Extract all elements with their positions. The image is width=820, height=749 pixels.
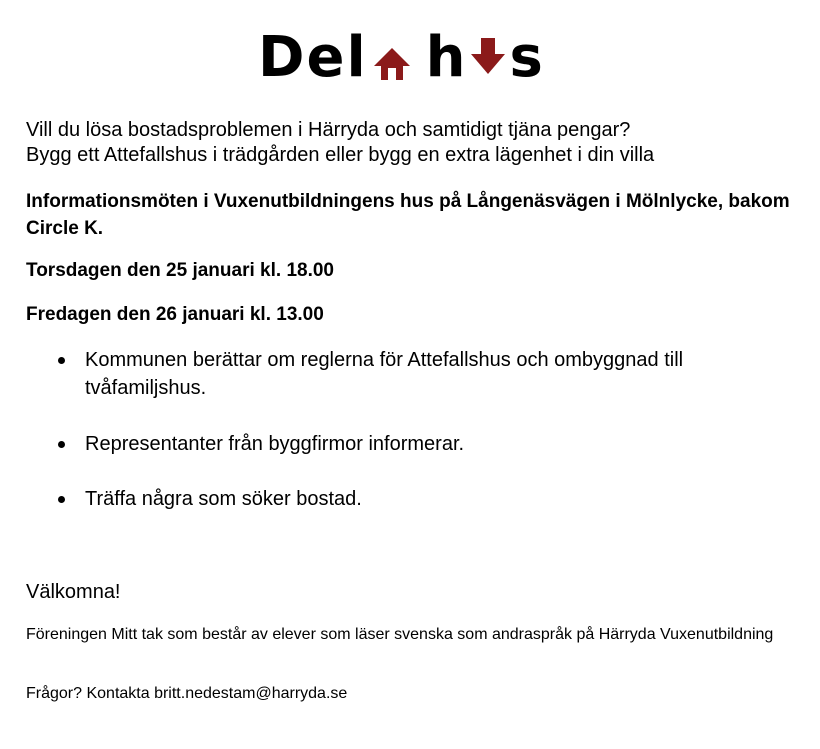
house-icon (372, 36, 412, 82)
logo-text-s: s (509, 25, 545, 90)
logo-text-del: Del (258, 25, 368, 90)
down-arrow-icon (468, 36, 508, 82)
info-meeting-location: Informationsmöten i Vuxenutbildningens hus på Långenäsvägen i Mölnlycke, bakom Circle K. (26, 191, 790, 239)
logo-text-h: h (425, 25, 468, 90)
intro-line-1: Vill du lösa bostadsproblemen i Härryda och samtidigt tjäna pengar? (26, 119, 631, 141)
intro-line-2: Bygg ett Attefallshus i trädgården eller bygg en extra lägenhet i din villa (26, 144, 655, 166)
association-text: Föreningen Mitt tak som består av elever som läser svenska som andraspråk på Härryda Vuxenutbildning (26, 626, 774, 643)
contact-text: Frågor? Kontakta britt.nedestam@harryda.se (26, 685, 348, 702)
meeting-date-1: Torsdagen den 25 januari kl. 18.00 (26, 260, 334, 281)
bullet-list (56, 346, 796, 541)
intro-text (26, 118, 806, 168)
list-item: Träffa några som söker bostad. (56, 485, 796, 513)
meeting-date-2: Fredagen den 26 januari kl. 13.00 (26, 304, 324, 325)
logo (258, 25, 545, 90)
welcome-text: Välkomna! (26, 581, 121, 603)
list-item: Kommunen berättar om reglerna för Attefallshus och ombyggnad till tvåfamiljshus. (56, 346, 796, 403)
list-item: Representanter från byggfirmor informerar. (56, 430, 796, 458)
